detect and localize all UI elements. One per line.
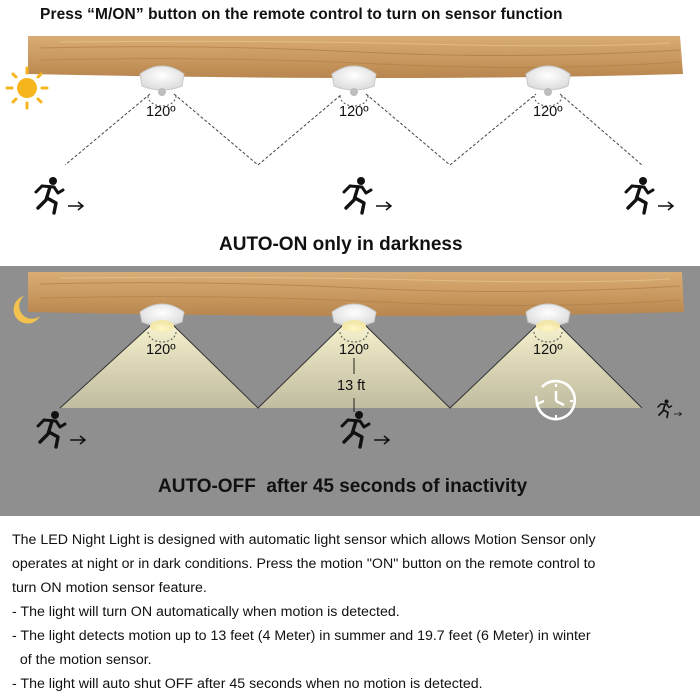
description-line: operates at night or in dark conditions. Press the motion "ON" button on the remote control to	[12, 556, 596, 572]
light-beams	[60, 326, 642, 408]
description-bullet: - The light will turn ON automatically when motion is detected.	[12, 604, 400, 620]
description-bullet: - The light detects motion up to 13 feet (4 Meter) in summer and 19.7 feet (6 Meter) in winter	[12, 628, 591, 644]
lamp-top-3	[526, 66, 570, 106]
description-line: The LED Night Light is designed with automatic light sensor which allows Motion Sensor only	[12, 532, 596, 548]
auto-off-caption: AUTO-OFF after 45 seconds of inactivity	[158, 476, 528, 497]
description-line: turn ON motion sensor feature.	[12, 580, 207, 596]
lamp-top-1	[140, 66, 184, 106]
description-bullet-continued: of the motion sensor.	[12, 652, 152, 668]
angle-label: 120º	[533, 104, 563, 120]
running-person-icon	[626, 177, 673, 213]
angle-label: 120º	[533, 342, 563, 358]
auto-on-caption: AUTO-ON only in darkness	[219, 234, 463, 255]
angle-label: 120º	[146, 342, 176, 358]
top-title: Press “M/ON” button on the remote control to turn on sensor function	[40, 6, 563, 23]
running-person-icon	[344, 177, 391, 213]
angle-label: 120º	[146, 104, 176, 120]
angle-label: 120º	[339, 104, 369, 120]
angle-label: 120º	[339, 342, 369, 358]
distance-label: 13 ft	[337, 378, 366, 394]
lamp-top-2	[332, 66, 376, 106]
description-bullet: - The light will auto shut OFF after 45 seconds when no motion is detected.	[12, 676, 483, 692]
sun-icon	[7, 68, 47, 108]
running-person-icon	[36, 177, 83, 213]
